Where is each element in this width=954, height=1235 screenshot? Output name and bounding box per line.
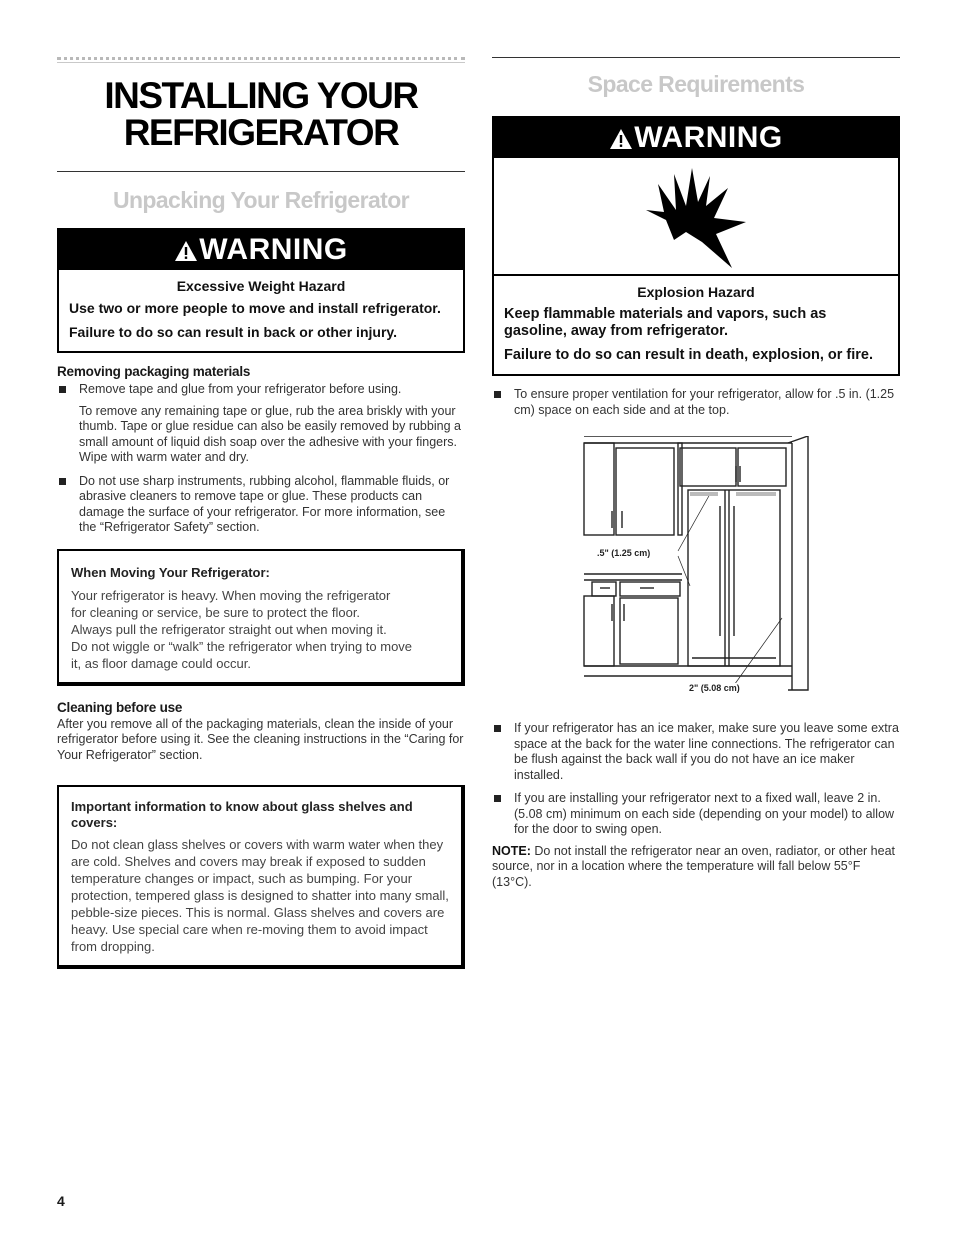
moving-box-line1: Your refrigerator is heavy. When moving the refrigerator <box>71 587 391 603</box>
back-clearance-label: 2" (5.08 cm) <box>689 683 740 693</box>
title-divider <box>57 171 465 172</box>
removing-bullet-1: Remove tape and glue from your refrigerator before using. <box>57 382 465 398</box>
explosion-symbol-panel <box>494 158 898 276</box>
warning-instruction: Keep flammable materials and vapors, such as gasoline, away from refrigerator. <box>504 306 827 339</box>
clearance-diagram <box>492 436 900 711</box>
moving-box-line2: for cleaning or service, be sure to protect the floor. <box>71 604 361 620</box>
glass-box-title: Important information to know about glass shelves and covers: <box>71 799 413 830</box>
warning-banner-text: WARNING <box>634 121 783 154</box>
note-label: NOTE: <box>492 843 531 858</box>
explosion-warning-box <box>492 116 900 376</box>
moving-box-title: When Moving Your Refrigerator: <box>71 564 270 580</box>
page-title-line1: INSTALLING YOUR <box>104 75 418 116</box>
space-section-title: Space Requirements <box>587 71 805 97</box>
warning-consequence: Failure to do so can result in back or other injury. <box>69 324 398 340</box>
refrigerator-alcove-illustration <box>492 436 900 711</box>
warning-instruction: Use two or more people to move and install refrigerator. <box>69 300 441 316</box>
warning-body <box>494 276 898 374</box>
top-rule <box>57 57 465 63</box>
left-column <box>57 57 465 969</box>
space-bullet-1: To ensure proper ventilation for your refrigerator, allow for .5 in. (1.25 cm) space on each side and at the top. <box>492 387 900 418</box>
side-clearance-label: .5" (1.25 cm) <box>597 548 651 558</box>
glass-box-text: Do not clean glass shelves or covers with warm water when they are cold. Shelves and covers may break if exposed to sudden temperature changes or impact, such as bumping. For your protection, tempered glass is designed to shatter into many small, pebble-size pieces. This is normal. Glass shelves and covers are heavy. Use special care when re-moving them to avoid impact from dropping. <box>71 837 449 954</box>
note-text: Do not install the refrigerator near an oven, radiator, or other heat source, nor in a location where the temperature will fall below 55°F (13°C). <box>492 843 896 889</box>
removing-bullet-2: Do not use sharp instruments, rubbing alcohol, flammable fluids, or abrasive cleaners to remove tape or glue. These products can damage the surface of your refrigerator. For more information, see the “Refrigerator Safety” section. <box>57 474 465 536</box>
warning-triangle-icon <box>609 128 633 150</box>
warning-triangle-icon <box>174 240 198 262</box>
page-title-line2: REFRIGERATOR <box>123 112 399 153</box>
moving-box-line3: Always pull the refrigerator straight out when moving it. <box>71 621 387 637</box>
warning-banner <box>494 118 898 158</box>
glass-info-box <box>57 785 465 969</box>
right-column <box>492 57 900 890</box>
removing-bullet-1-detail: To remove any remaining tape or glue, rub the area briskly with your thumb. Tape or glue residue can also be easily removed by rubbing a small amount of liquid dish soap over the adhesive with your fingers. Wipe with warm water and dry. <box>79 403 461 464</box>
moving-box-line4: Do not wiggle or “walk” the refrigerator when trying to move <box>71 638 413 654</box>
warning-hazard: Explosion Hazard <box>637 284 755 300</box>
warning-body <box>59 270 463 351</box>
warning-hazard: Excessive Weight Hazard <box>176 278 346 294</box>
page-number: 4 <box>57 1193 65 1209</box>
page-title <box>57 77 465 151</box>
space-bullet-2: If your refrigerator has an ice maker, make sure you leave some extra space at the back for the water line connections. The refrigerator can be flush against the back wall if you do not have an ice maker installed. <box>492 721 900 783</box>
moving-info-box <box>57 549 465 686</box>
removing-packaging-heading: Removing packaging materials <box>57 364 251 379</box>
warning-banner <box>59 230 463 270</box>
warning-banner-text: WARNING <box>199 233 348 266</box>
warning-consequence: Failure to do so can result in death, explosion, or fire. <box>504 347 874 363</box>
explosion-icon <box>636 162 756 274</box>
space-bullet-3: If you are installing your refrigerator next to a fixed wall, leave 2 in. (5.08 cm) minimum on each side (depending on your model) to allow for the door to swing open. <box>492 791 900 838</box>
cleaning-heading: Cleaning before use <box>57 699 183 715</box>
weight-warning-box <box>57 228 465 353</box>
moving-box-line5: it, as floor damage could occur. <box>71 655 251 671</box>
unpacking-section-title: Unpacking Your Refrigerator <box>112 187 410 213</box>
space-note <box>492 844 900 891</box>
right-top-rule <box>492 57 900 58</box>
cleaning-text: After you remove all of the packaging materials, clean the inside of your refrigerator before using it. See the cleaning instructions in the “Caring for Your Refrigerator” section. <box>57 716 464 762</box>
